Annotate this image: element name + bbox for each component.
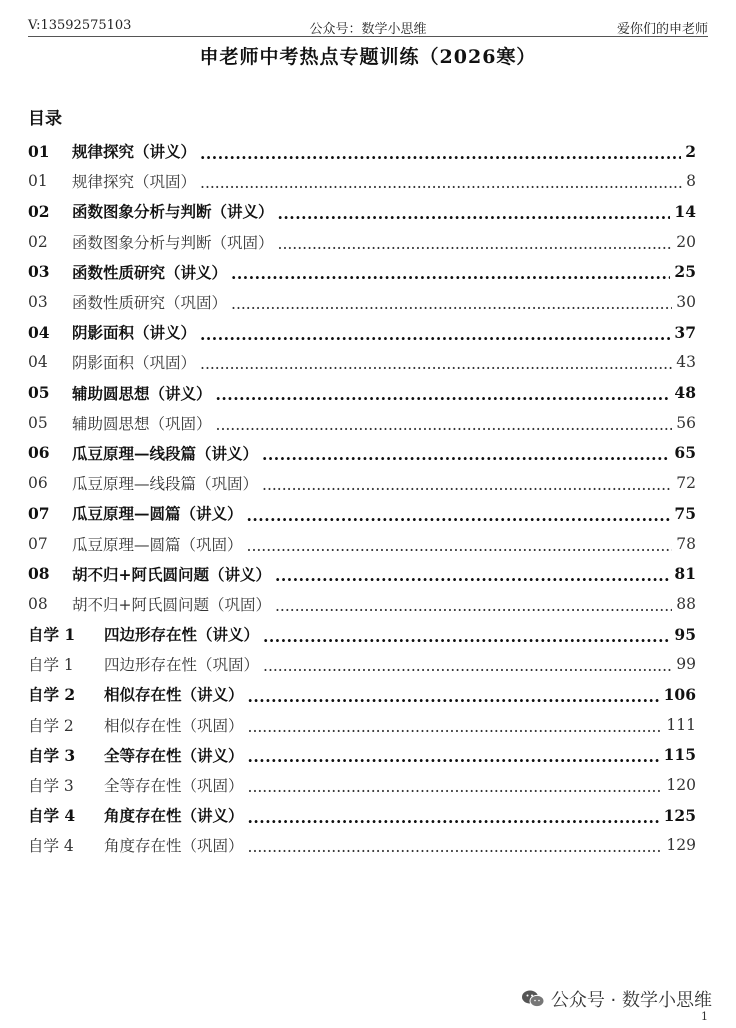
toc-entry[interactable] xyxy=(28,830,696,860)
toc-entry[interactable] xyxy=(28,227,696,257)
header-phone: V:13592575103 xyxy=(28,18,132,33)
toc-entry-page: 129 xyxy=(666,836,696,855)
toc-entry-title: 角度存在性（讲义） xyxy=(104,806,244,826)
toc-dot-leader xyxy=(248,718,663,736)
page-number: 1 xyxy=(701,1010,708,1023)
document-title: 申老师中考热点专题训练（2026寒） xyxy=(199,46,537,68)
toc-entry[interactable] xyxy=(28,770,696,800)
toc-dot-leader xyxy=(200,355,672,373)
toc-entry-title: 瓜豆原理—线段篇（讲义） xyxy=(72,443,259,463)
toc-entry-title: 函数性质研究（讲义） xyxy=(72,262,228,282)
toc-dot-leader xyxy=(263,657,672,675)
toc-entry-page: 48 xyxy=(674,383,696,403)
toc-entry[interactable] xyxy=(28,619,696,649)
toc-entry-number: 自学 1 xyxy=(28,656,74,675)
toc-dot-leader xyxy=(248,687,660,706)
toc-dot-leader xyxy=(278,204,671,223)
page-header xyxy=(28,18,708,37)
toc-entry-page: 56 xyxy=(676,413,696,432)
toc-entry-number: 01 xyxy=(28,172,48,191)
toc-entry-title: 角度存在性（巩固） xyxy=(104,837,244,856)
toc-entry-title: 相似存在性（讲义） xyxy=(104,685,244,705)
toc-entry-page: 30 xyxy=(676,293,696,312)
toc-dot-leader xyxy=(216,416,673,434)
toc-dot-leader xyxy=(247,506,671,525)
toc-entry-number: 自学 1 xyxy=(28,625,76,645)
toc-entry[interactable] xyxy=(28,710,696,740)
toc-entry[interactable] xyxy=(28,136,696,166)
toc-entry-title: 规律探究（讲义） xyxy=(72,142,197,162)
toc-entry-title: 全等存在性（讲义） xyxy=(104,745,244,765)
toc-entry-title: 辅助圆思想（讲义） xyxy=(72,383,212,403)
toc-entry-title: 规律探究（巩固） xyxy=(72,173,197,192)
toc-entry-title: 胡不归+阿氏圆问题（讲义） xyxy=(72,564,271,584)
toc-entry-number: 05 xyxy=(28,383,50,403)
toc-dot-leader xyxy=(263,627,670,646)
toc-entry[interactable] xyxy=(28,166,696,196)
toc-dot-leader xyxy=(216,385,671,404)
toc-entry[interactable] xyxy=(28,498,696,528)
toc-entry-title: 相似存在性（巩固） xyxy=(104,716,244,735)
toc-dot-leader xyxy=(262,476,672,494)
toc-entry-page: 115 xyxy=(663,745,696,765)
toc-entry-page: 95 xyxy=(674,624,696,644)
toc-entry-title: 瓜豆原理—圆篇（巩固） xyxy=(72,535,243,554)
toc-dot-leader xyxy=(275,597,672,615)
toc-entry-number: 03 xyxy=(28,262,50,282)
toc-entry-page: 111 xyxy=(666,715,696,734)
toc-dot-leader xyxy=(247,537,673,555)
toc-entry-page: 106 xyxy=(663,684,696,704)
toc-entry-page: 81 xyxy=(674,564,696,584)
toc-entry-title: 瓜豆原理—圆篇（讲义） xyxy=(72,504,243,524)
toc-entry-title: 四边形存在性（巩固） xyxy=(104,656,260,675)
toc-entry-number: 04 xyxy=(28,322,50,342)
toc-entry-number: 08 xyxy=(28,564,50,584)
toc-entry-title: 瓜豆原理—线段篇（巩固） xyxy=(72,475,259,494)
toc-dot-leader xyxy=(200,174,682,192)
toc-entry[interactable] xyxy=(28,438,696,468)
toc-entry-page: 43 xyxy=(676,353,696,372)
toc-entry-number: 08 xyxy=(28,594,48,613)
toc-entry-number: 04 xyxy=(28,353,48,372)
toc-entry[interactable] xyxy=(28,589,696,619)
toc-entry-number: 自学 3 xyxy=(28,777,74,796)
toc-entry-page: 125 xyxy=(663,805,696,825)
toc-entry-page: 14 xyxy=(674,201,696,221)
toc-entry[interactable] xyxy=(28,679,696,709)
toc-entry[interactable] xyxy=(28,559,696,589)
toc-dot-leader xyxy=(248,778,663,796)
toc-dot-leader xyxy=(262,445,670,464)
toc-entry[interactable] xyxy=(28,378,696,408)
toc-entry-page: 25 xyxy=(674,262,696,282)
toc-entry-number: 06 xyxy=(28,443,50,463)
toc-entry-number: 02 xyxy=(28,201,50,221)
toc-entry-title: 全等存在性（巩固） xyxy=(104,777,244,796)
toc-heading: 目录 xyxy=(28,109,62,129)
toc-dot-leader xyxy=(248,808,660,827)
toc-entry-number: 07 xyxy=(28,503,50,523)
toc-dot-leader xyxy=(200,325,670,344)
toc-entry-title: 函数性质研究（巩固） xyxy=(72,294,228,313)
toc-entry[interactable] xyxy=(28,800,696,830)
toc-dot-leader xyxy=(275,566,670,585)
toc-entry[interactable] xyxy=(28,468,696,498)
toc-entry-title: 函数图象分析与判断（讲义） xyxy=(72,202,274,222)
toc-entry[interactable] xyxy=(28,257,696,287)
toc-entry-number: 自学 3 xyxy=(28,745,76,765)
toc-entry[interactable] xyxy=(28,317,696,347)
toc-entry-number: 01 xyxy=(28,141,50,161)
toc-entry-title: 阴影面积（巩固） xyxy=(72,354,197,373)
toc-entry-page: 72 xyxy=(676,474,696,493)
wechat-icon xyxy=(521,989,545,1009)
toc-entry-number: 自学 4 xyxy=(28,806,76,826)
toc-entry[interactable] xyxy=(28,196,696,226)
toc-entry[interactable] xyxy=(28,408,696,438)
toc-entry-page: 78 xyxy=(676,534,696,553)
toc-entry-number: 05 xyxy=(28,413,48,432)
toc-dot-leader xyxy=(231,295,672,313)
toc-entry-number: 自学 2 xyxy=(28,716,74,735)
toc-entry[interactable] xyxy=(28,287,696,317)
toc-entry-number: 自学 4 xyxy=(28,837,74,856)
toc-entry-page: 8 xyxy=(686,172,696,191)
toc-entry-title: 辅助圆思想（巩固） xyxy=(72,414,212,433)
toc-entry-page: 120 xyxy=(666,776,696,795)
header-account: 公众号：数学小思维 xyxy=(309,22,427,37)
toc-entry[interactable] xyxy=(28,740,696,770)
toc-entry[interactable] xyxy=(28,649,696,679)
toc-dot-leader xyxy=(278,235,673,253)
toc-entry-number: 02 xyxy=(28,232,48,251)
toc-entry-page: 99 xyxy=(676,655,696,674)
header-author: 爱你们的申老师 xyxy=(616,22,708,37)
toc-dot-leader xyxy=(248,838,663,856)
toc-entry-page: 20 xyxy=(676,232,696,251)
toc-entry-number: 07 xyxy=(28,534,48,553)
toc-entry-number: 自学 2 xyxy=(28,685,76,705)
toc-entry-title: 函数图象分析与判断（巩固） xyxy=(72,233,274,252)
toc-entry[interactable] xyxy=(28,528,696,558)
toc-entry-page: 65 xyxy=(674,443,696,463)
wechat-label: 公众号 · 数学小思维 xyxy=(550,990,712,1011)
toc-entry[interactable] xyxy=(28,347,696,377)
toc-entry-title: 阴影面积（讲义） xyxy=(72,323,197,343)
toc-entry-title: 胡不归+阿氏圆问题（巩固） xyxy=(72,595,271,614)
toc-entry-number: 03 xyxy=(28,293,48,312)
wechat-watermark xyxy=(521,986,712,1012)
toc-dot-leader xyxy=(248,747,660,766)
toc-entry-page: 75 xyxy=(674,503,696,523)
table-of-contents xyxy=(28,136,696,861)
toc-entry-number: 06 xyxy=(28,474,48,493)
toc-dot-leader xyxy=(200,144,681,163)
toc-entry-title: 四边形存在性（讲义） xyxy=(104,625,260,645)
toc-entry-page: 2 xyxy=(685,141,696,161)
toc-entry-page: 88 xyxy=(676,594,696,613)
toc-dot-leader xyxy=(231,264,670,283)
toc-entry-page: 37 xyxy=(674,322,696,342)
